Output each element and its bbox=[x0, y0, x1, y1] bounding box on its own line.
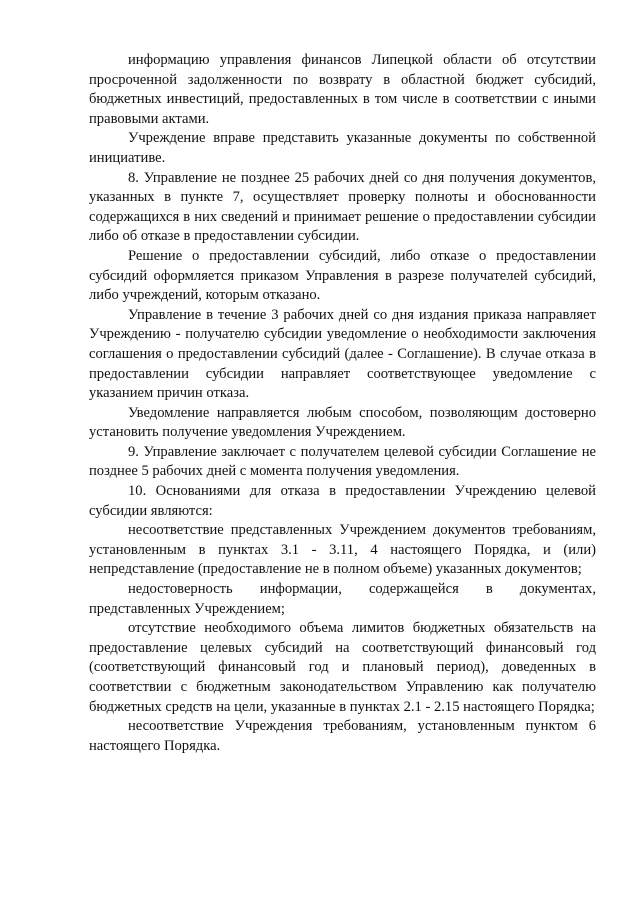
document-body bbox=[89, 51, 596, 756]
paragraph-notification-agreement: Управление в течение 3 рабочих дней со дня издания приказа направляет Учреждению - получателю субсидии уведомление о необходимости заключения соглашения о предоставлении субсидий (далее - Соглашение). В случае отказа в предоставлении субсидии направляет соответствующее уведомление с указанием причин отказа. bbox=[89, 306, 596, 402]
paragraph-refusal-reason-documents: несоответствие представленных Учреждением документов требованиям, установленным в пунктах 3.1 - 3.11, 4 настоящего Порядка, и (или) непредставление (предоставление не в полном объеме) указанных документов; bbox=[89, 522, 596, 578]
paragraph-refusal-reason-unreliable: недостоверность информации, содержащейся в документах, представленных Учреждением; bbox=[89, 581, 596, 617]
paragraph-item-8: 8. Управление не позднее 25 рабочих дней со дня получения документов, указанных в пункте 7, осуществляет проверку полноты и обоснованности содержащихся в них сведений и принимает решение о предоставлении субсидии либо об отказе в предоставлении субсидии. bbox=[89, 169, 596, 245]
paragraph-item-10: 10. Основаниями для отказа в предоставлении Учреждению целевой субсидии являются: bbox=[89, 483, 596, 519]
paragraph-own-initiative: Учреждение вправе представить указанные документы по собственной инициативе. bbox=[89, 130, 596, 166]
paragraph-refusal-reason-requirements: несоответствие Учреждения требованиям, установленным пунктом 6 настоящего Порядка. bbox=[89, 718, 596, 754]
paragraph-decision-order: Решение о предоставлении субсидий, либо отказе о предоставлении субсидий оформляется приказом Управления в разрезе получателей субсидий, либо учреждений, которым отказано. bbox=[89, 247, 596, 304]
paragraph-finance-info: информацию управления финансов Липецкой области об отсутствии просроченной задолженности по возврату в областной бюджет субсидий, бюджетных инвестиций, предоставленных в том числе в соответствии с иными правовыми актами. bbox=[89, 52, 596, 127]
paragraph-item-9: 9. Управление заключает с получателем целевой субсидии Соглашение не позднее 5 рабочих дней с момента получения уведомления. bbox=[89, 443, 596, 480]
paragraph-refusal-reason-limits: отсутствие необходимого объема лимитов бюджетных обязательств на предоставление целевых субсидий на соответствующий финансовый год (соответствующий финансовый год и плановый период), доведенных в соответствии с бюджетным законодательством Управлению как получателю бюджетных средств на цели, указанные в пунктах 2.1 - 2.15 настоящего Порядка; bbox=[89, 620, 596, 715]
paragraph-notification-method: Уведомление направляется любым способом, позволяющим достоверно установить получение уведомления Учреждением. bbox=[89, 404, 596, 441]
